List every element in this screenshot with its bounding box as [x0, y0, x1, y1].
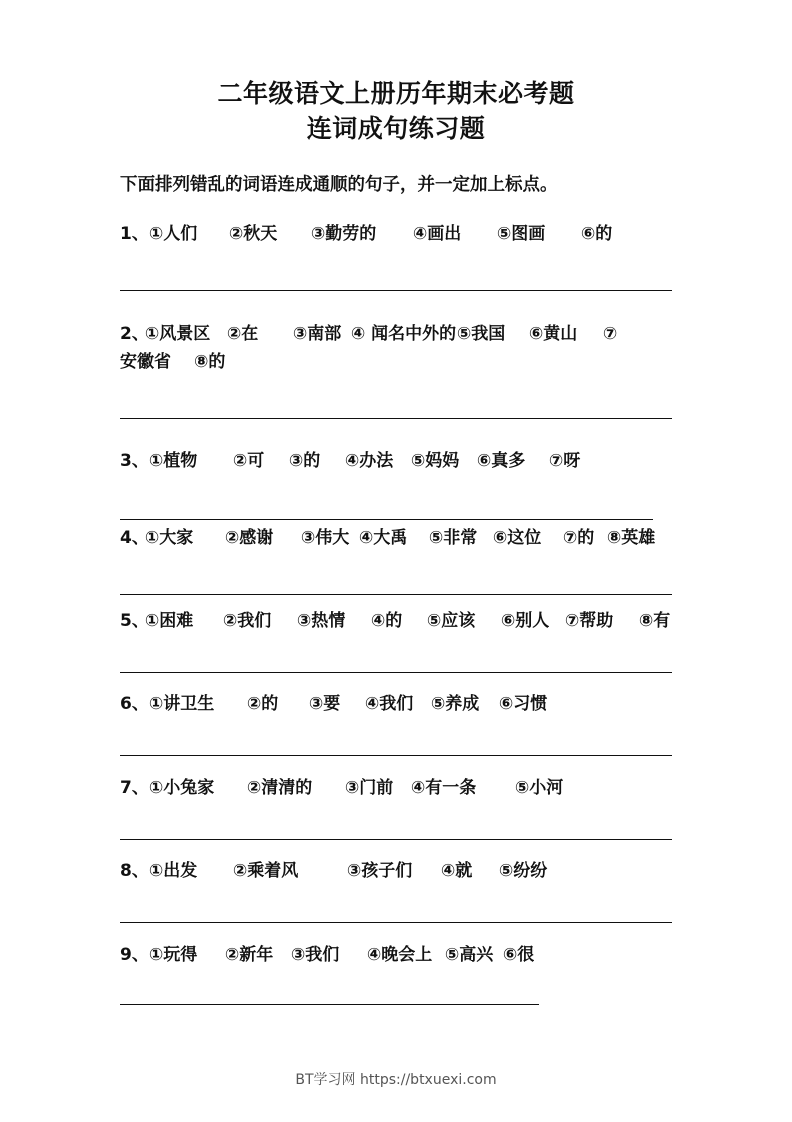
question-number: 1、 — [120, 224, 149, 244]
word-2: ②新年 — [224, 945, 274, 965]
question-4 — [120, 524, 680, 552]
word-3: ③我们 — [290, 945, 340, 965]
question-number: 6、 — [120, 694, 149, 714]
word-5: ⑤高兴 — [444, 945, 494, 965]
word-8: ⑧的 — [194, 352, 226, 372]
word-4: ④办法 — [344, 451, 394, 471]
word-1: ①人们 — [148, 224, 198, 244]
word-6: ⑥别人 — [500, 611, 550, 631]
word-2: ②在 — [226, 324, 259, 344]
word-2: ②秋天 — [228, 224, 278, 244]
word-7: ⑦的 — [562, 528, 595, 548]
word-4: ④画出 — [412, 224, 462, 244]
word-8: ⑧英雄 — [606, 528, 656, 548]
word-5: ⑤我国 — [456, 324, 506, 344]
word-2: ②感谢 — [224, 528, 274, 548]
question-number: 9、 — [120, 945, 149, 965]
word-1: ①植物 — [148, 451, 198, 471]
question-6 — [120, 690, 680, 718]
word-4: ④我们 — [364, 694, 414, 714]
word-5: ⑤非常 — [428, 528, 478, 548]
answer-line-7[interactable] — [120, 839, 672, 840]
word-2: ②我们 — [222, 611, 272, 631]
word-7: ⑦帮助 — [564, 611, 614, 631]
word-7: ⑦ — [602, 324, 618, 344]
word-7: ⑦呀 — [548, 451, 581, 471]
word-3: ③勤劳的 — [310, 224, 377, 244]
question-number: 4、 — [120, 528, 149, 548]
word-5: ⑤妈妈 — [410, 451, 460, 471]
word-1: ①讲卫生 — [148, 694, 215, 714]
word-3: ③门前 — [344, 778, 394, 798]
question-7 — [120, 774, 680, 802]
word-3: ③南部 — [292, 324, 342, 344]
word-4: ④有一条 — [410, 778, 477, 798]
word-5: ⑤应该 — [426, 611, 476, 631]
worksheet-subtitle: 连词成句练习题 — [306, 114, 486, 143]
word-6: ⑥这位 — [492, 528, 542, 548]
answer-line-9[interactable] — [120, 1004, 539, 1005]
question-number: 5、 — [120, 611, 149, 631]
word-8: ⑧有 — [638, 611, 671, 631]
question-5 — [120, 607, 680, 635]
worksheet-title: 二年级语文上册历年期末必考题 — [217, 79, 575, 108]
question-number: 7、 — [120, 778, 149, 798]
question-8 — [120, 857, 680, 885]
word-4: ④晚会上 — [366, 945, 433, 965]
word-3: ③热情 — [296, 611, 346, 631]
question-number: 8、 — [120, 861, 149, 881]
word-1: ①大家 — [144, 528, 194, 548]
question-9 — [120, 941, 680, 969]
answer-line-5[interactable] — [120, 672, 672, 673]
word-1: ①玩得 — [148, 945, 198, 965]
word-3: ③孩子们 — [346, 861, 413, 881]
word-4: ④就 — [440, 861, 473, 881]
word-1: ①风景区 — [144, 324, 211, 344]
word-7-cont: 安徽省 — [120, 352, 171, 372]
word-5: ⑤图画 — [496, 224, 546, 244]
question-2 — [120, 320, 680, 348]
word-2: ②清清的 — [246, 778, 313, 798]
answer-line-3[interactable] — [120, 519, 653, 520]
answer-line-6[interactable] — [120, 755, 672, 756]
word-1: ①出发 — [148, 861, 198, 881]
answer-line-8[interactable] — [120, 922, 672, 923]
word-3: ③的 — [288, 451, 321, 471]
word-6: ⑥的 — [580, 224, 613, 244]
word-2: ②的 — [246, 694, 279, 714]
word-5: ⑤小河 — [514, 778, 564, 798]
footer-watermark: BT学习网 https://btxuexi.com — [295, 1072, 497, 1088]
question-2-continuation — [120, 348, 680, 376]
word-3: ③伟大 — [300, 528, 350, 548]
word-1: ①小兔家 — [148, 778, 215, 798]
word-6: ⑥习惯 — [498, 694, 548, 714]
word-2: ②乘着风 — [232, 861, 299, 881]
answer-line-4[interactable] — [120, 594, 672, 595]
word-4: ④ 闻名中外的 — [350, 324, 457, 344]
word-6: ⑥很 — [502, 945, 535, 965]
question-number: 3、 — [120, 451, 149, 471]
word-1: ①困难 — [144, 611, 194, 631]
question-number: 2、 — [120, 324, 149, 344]
word-6: ⑥真多 — [476, 451, 526, 471]
word-5: ⑤养成 — [430, 694, 480, 714]
word-4: ④的 — [370, 611, 403, 631]
word-2: ②可 — [232, 451, 265, 471]
word-6: ⑥黄山 — [528, 324, 578, 344]
question-1 — [120, 220, 680, 248]
answer-line-1[interactable] — [120, 290, 672, 291]
instruction-text: 下面排列错乱的词语连成通顺的句子，并一定加上标点。 — [120, 175, 558, 195]
answer-line-2[interactable] — [120, 418, 672, 419]
word-3: ③要 — [308, 694, 341, 714]
question-3 — [120, 447, 680, 475]
word-4: ④大禹 — [358, 528, 408, 548]
word-5: ⑤纷纷 — [498, 861, 548, 881]
